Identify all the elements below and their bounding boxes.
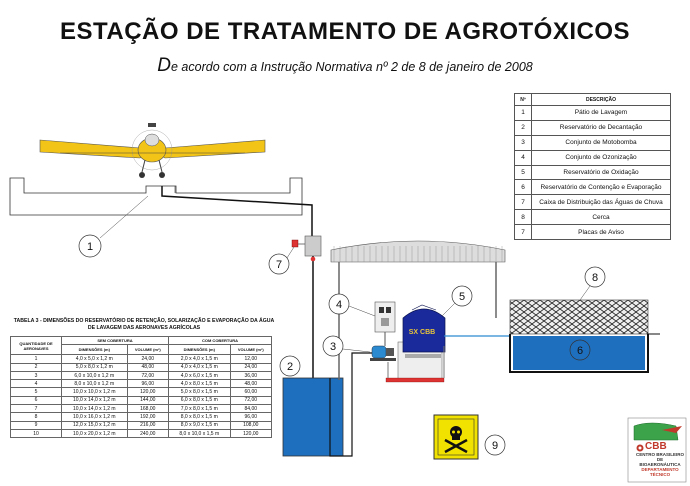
oxidation-reactor [398, 305, 445, 380]
ozonizer-panel [375, 302, 395, 346]
legend-number: 1 [515, 106, 532, 121]
table3-vol-without: 168,00 [127, 405, 168, 413]
table3-vol-with: 96,00 [230, 413, 271, 421]
table3-vol-with: 72,00 [230, 396, 271, 404]
table3-dim-with: 7,0 x 8,0 x 1,5 m [168, 405, 230, 413]
table3-dim-without: 10,0 x 20,0 x 1,2 m [62, 429, 128, 437]
table3-qty: 4 [11, 380, 62, 388]
table3-qty: 2 [11, 363, 62, 371]
subtitle-initial: D [157, 55, 171, 76]
logo-line-1: CENTRO BRASILEIRO [636, 452, 685, 457]
table3-dim-without: 10,0 x 14,0 x 1,2 m [62, 405, 128, 413]
table3-vol-with: 84,00 [230, 405, 271, 413]
pump-assembly [370, 346, 396, 361]
legend-description: Conjunto de Ozonização [532, 150, 671, 165]
table3-dim-without: 10,0 x 10,0 x 1,2 m [62, 388, 128, 396]
table3-vol-with: 120,00 [230, 429, 271, 437]
legend-description: Cerca [532, 210, 671, 225]
table3-vol-with: 24,00 [230, 363, 271, 371]
logo-full-name [636, 452, 684, 477]
callout-label-4: 4 [335, 299, 343, 311]
callout-label-9: 9 [491, 440, 499, 452]
table3-vol-with: 12,00 [230, 355, 271, 363]
table3-subheader-vol: VOLUME (m³) [127, 345, 168, 355]
table3-header-without-cover: SEM COBERTURA [62, 337, 169, 345]
table3-header-qty: QUANTIDADE DE AERONAVES [11, 337, 62, 355]
callout-label-8: 8 [591, 272, 599, 284]
legend-number: 8 [515, 210, 532, 225]
table3-vol-with: 60,00 [230, 388, 271, 396]
table3-dim-with: 4,0 x 4,0 x 1,5 m [168, 363, 230, 371]
table3-dim-without: 10,0 x 14,0 x 1,2 m [62, 396, 128, 404]
legend-description: Pátio de Lavagem [532, 106, 671, 121]
logo-short-name: CBB [645, 441, 667, 452]
table3-dim-without: 4,0 x 5,0 x 1,2 m [62, 355, 128, 363]
table3-dim-with: 4,0 x 6,0 x 1,5 m [168, 371, 230, 379]
callout-label-5: 5 [458, 291, 466, 303]
legend-description: Reservatório de Oxidação [532, 165, 671, 180]
table3-qty: 10 [11, 429, 62, 437]
legend-number: 3 [515, 135, 532, 150]
table3-qty: 7 [11, 405, 62, 413]
table3-subheader-dim: DIMENSÕES (m) [62, 345, 128, 355]
logo-line-3: DEPARTAMENTO TÉCNICO [641, 467, 679, 477]
table3-dim-without: 12,0 x 15,0 x 1,2 m [62, 421, 128, 429]
table3-qty: 9 [11, 421, 62, 429]
table3-header-with-cover: COM COBERTURA [168, 337, 271, 345]
table3-dim-without: 8,0 x 10,0 x 1,2 m [62, 380, 128, 388]
table3-qty: 3 [11, 371, 62, 379]
legend-description: Reservatório de Contenção e Evaporação [532, 180, 671, 195]
table3-dim-without: 6,0 x 10,0 x 1,2 m [62, 371, 128, 379]
callout-label-6: 6 [576, 345, 584, 357]
legend-number: 6 [515, 180, 532, 195]
legend-description: Placas de Aviso [532, 225, 671, 240]
table3-vol-with: 108,00 [230, 421, 271, 429]
table3-vol-without: 216,00 [127, 421, 168, 429]
page-title: ESTAÇÃO DE TRATAMENTO DE AGROTÓXICOS [59, 18, 630, 45]
legend-number: 4 [515, 150, 532, 165]
legend-description: Caixa de Distribuição das Águas de Chuva [532, 195, 671, 210]
legend-description: Conjunto de Motobomba [532, 135, 671, 150]
callout-label-2: 2 [286, 361, 294, 373]
legend-header-description: DESCRIÇÃO [532, 94, 671, 106]
callout-label-3: 3 [329, 341, 337, 353]
table3-subheader-vol-2: VOLUME (m³) [230, 345, 271, 355]
rain-valve [292, 240, 298, 247]
table3-subheader-dim-2: DIMENSÕES (m) [168, 345, 230, 355]
logo-line-2: DE BIOAERONÁUTICA [639, 457, 681, 467]
subtitle-text: e acordo com a Instrução Normativa nº 2 de 8 de janeiro de 2008 [171, 60, 533, 74]
table3-vol-with: 36,00 [230, 371, 271, 379]
legend-header-number: Nº [515, 94, 532, 106]
callout-label-1: 1 [86, 241, 94, 253]
table3-vol-without: 24,00 [127, 355, 168, 363]
table3-dim-without: 10,0 x 16,0 x 1,2 m [62, 413, 128, 421]
table3-vol-without: 96,00 [127, 380, 168, 388]
table3-qty: 6 [11, 396, 62, 404]
table3-dim-with: 4,0 x 8,0 x 1,5 m [168, 380, 230, 388]
legend-number: 7 [515, 225, 532, 240]
table3-dim-with: 2,0 x 4,0 x 1,5 m [168, 355, 230, 363]
table3-dim-with: 5,0 x 8,0 x 1,5 m [168, 388, 230, 396]
table3-vol-without: 144,00 [127, 396, 168, 404]
airplane-icon [40, 123, 265, 178]
settling-tank [283, 378, 343, 456]
legend-number: 7 [515, 195, 532, 210]
table3-vol-without: 240,00 [127, 429, 168, 437]
evaporation-pond [510, 300, 660, 372]
table3-vol-without: 192,00 [127, 413, 168, 421]
legend-number: 2 [515, 120, 532, 135]
table3-dim-without: 5,0 x 8,0 x 1,2 m [62, 363, 128, 371]
table3-vol-with: 48,00 [230, 380, 271, 388]
warning-sign [434, 415, 478, 459]
table3-dim-with: 6,0 x 8,0 x 1,5 m [168, 396, 230, 404]
washing-pad [10, 178, 302, 215]
table3-qty: 5 [11, 388, 62, 396]
legend-number: 5 [515, 165, 532, 180]
table3-qty: 8 [11, 413, 62, 421]
table3-dim-with: 8,0 x 10,0 x 1,5 m [168, 429, 230, 437]
table3-dim-with: 8,0 x 8,0 x 1,5 m [168, 413, 230, 421]
legend-description: Reservatório de Decantação [532, 120, 671, 135]
table3-qty: 1 [11, 355, 62, 363]
callout-label-7: 7 [275, 259, 283, 271]
distribution-box [305, 236, 321, 256]
fence-mesh [510, 300, 648, 334]
table3-dim-with: 8,0 x 9,0 x 1,5 m [168, 421, 230, 429]
table3-title: TABELA 3 - DIMENSÕES DO RESERVATÓRIO DE RETENÇÃO, SOLARIZAÇÃO E EVAPORAÇÃO DA ÁGUA DE LAVAGEM DAS AERONAVES AGRÍCOLAS [13, 318, 275, 331]
table3-vol-without: 72,00 [127, 371, 168, 379]
reactor-label: SX CBB [408, 329, 436, 336]
table3-vol-without: 120,00 [127, 388, 168, 396]
table3-vol-without: 48,00 [127, 363, 168, 371]
